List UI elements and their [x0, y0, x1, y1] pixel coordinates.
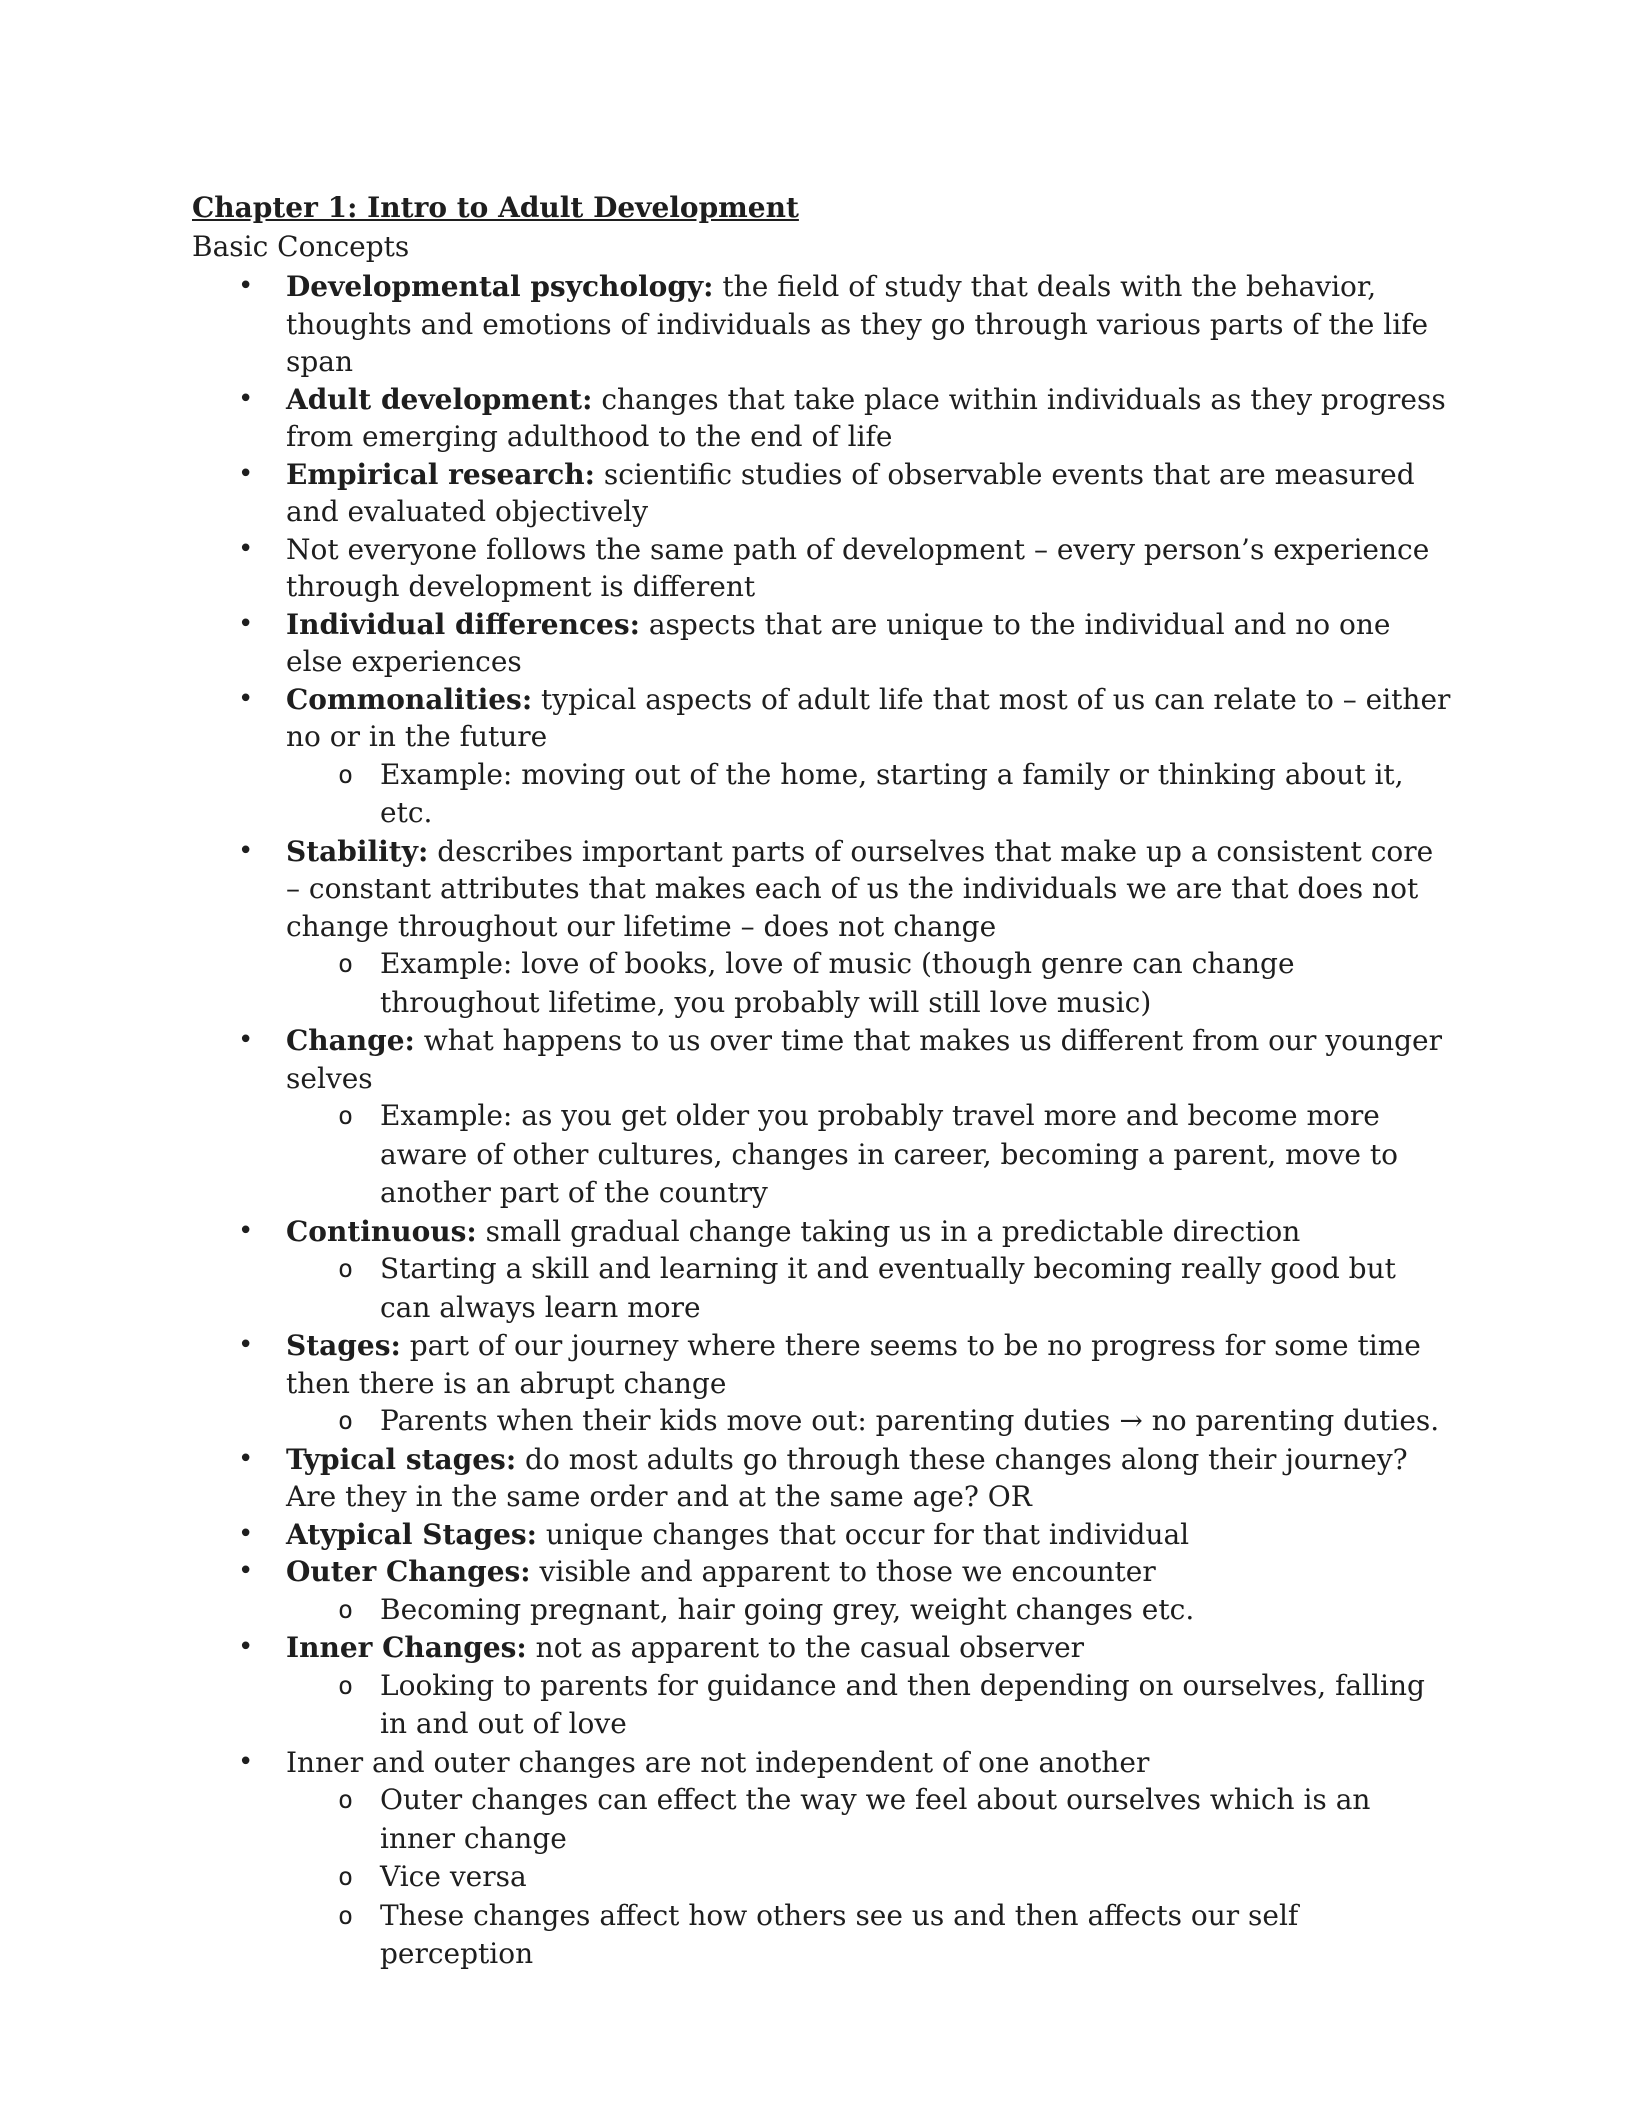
concept-term: Typical stages: — [286, 1442, 517, 1476]
sub-list — [286, 945, 1452, 1022]
bullet-icon: • — [238, 1746, 254, 1777]
bullet-icon: • — [238, 1518, 254, 1549]
bullet-icon: • — [238, 683, 254, 714]
concept-term: Stability: — [286, 834, 429, 868]
bullet-icon: • — [238, 1556, 254, 1586]
concept-definition: Not everyone follows the same path of development – every person’s experience through development is different — [286, 532, 1430, 603]
concept-term: Individual differences: — [286, 607, 640, 641]
concept-item — [192, 833, 1452, 1023]
sub-item-text: Example: as you get older you probably travel more and become more aware of other cultures, changes in career, becoming a parent, move to another part of the country — [380, 1099, 1398, 1209]
bullet-icon: • — [238, 1443, 254, 1474]
sub-item — [284, 1402, 1452, 1441]
concept-definition: Inner and outer changes are not independent of one another — [286, 1745, 1150, 1779]
bullet-icon: • — [238, 835, 254, 866]
sub-list — [286, 1781, 1452, 1974]
concept-term: Stages: — [286, 1329, 401, 1362]
concept-item — [192, 456, 1452, 531]
concept-definition: scientific studies of observable events that are measured and evaluated objectively — [286, 457, 1415, 528]
sub-item — [284, 1667, 1452, 1744]
sub-item-text: These changes affect how others see us and then affects our self perception — [380, 1898, 1299, 1970]
sub-item-text: Becoming pregnant, hair going grey, weight changes etc. — [380, 1592, 1195, 1626]
concept-item — [192, 606, 1452, 681]
chapter-title: Chapter 1: Intro to Adult Development — [192, 191, 799, 224]
sub-item-text: Vice versa — [380, 1860, 527, 1893]
concept-item — [192, 381, 1452, 456]
concept-definition: the field of study that deals with the behavior, thoughts and emotions of individuals as they go through various parts of the life span — [286, 270, 1429, 378]
sub-item — [284, 1097, 1452, 1213]
circle-bullet-icon: o — [338, 1785, 354, 1814]
sub-list — [286, 1667, 1452, 1744]
concept-term: Outer Changes: — [286, 1555, 531, 1588]
bullet-icon: • — [238, 1215, 254, 1246]
concept-item — [192, 1327, 1452, 1441]
concept-list — [192, 268, 1452, 1974]
concept-definition: small gradual change taking us in a predictable direction — [476, 1214, 1301, 1248]
bullet-icon: • — [238, 1025, 254, 1055]
sub-list — [286, 1097, 1452, 1213]
circle-bullet-icon: o — [338, 1862, 354, 1891]
concept-item — [192, 1441, 1452, 1516]
sub-item-text: Parents when their kids move out: parenting duties → no parenting duties. — [380, 1404, 1440, 1437]
circle-bullet-icon: o — [338, 1101, 354, 1130]
sub-item — [284, 1781, 1452, 1858]
concept-term: Adult development: — [286, 382, 593, 416]
bullet-icon: • — [238, 458, 254, 489]
concept-term: Continuous: — [286, 1214, 477, 1248]
concept-definition: unique changes that occur for that individual — [537, 1517, 1190, 1551]
sub-item — [284, 756, 1452, 833]
concept-term: Atypical Stages: — [286, 1517, 538, 1551]
sub-item-text: Example: love of books, love of music (though genre can change throughout lifetime, you probably will still love music) — [380, 947, 1295, 1019]
sub-list — [286, 1250, 1452, 1327]
concept-item — [192, 268, 1452, 381]
sub-item — [284, 1897, 1452, 1974]
concept-term: Inner Changes: — [286, 1631, 527, 1664]
sub-item-text: Looking to parents for guidance and then depending on ourselves, falling in and out of love — [380, 1668, 1425, 1740]
bullet-icon: • — [238, 533, 254, 564]
bullet-icon: • — [238, 1330, 254, 1360]
sub-item — [284, 1858, 1452, 1897]
bullet-icon: • — [238, 1632, 254, 1662]
concept-term: Change: — [286, 1024, 415, 1057]
sub-item — [284, 1591, 1452, 1630]
sub-list — [286, 1591, 1452, 1630]
circle-bullet-icon: o — [338, 1594, 354, 1624]
concept-definition: aspects that are unique to the individual and no one else experiences — [286, 607, 1391, 678]
section-label: Basic Concepts — [192, 230, 410, 263]
bullet-icon: • — [238, 608, 254, 639]
concept-item — [192, 681, 1452, 833]
concept-definition: do most adults go through these changes along their journey? Are they in the same order and at the same age? OR — [286, 1442, 1408, 1513]
concept-term: Empirical research: — [286, 457, 595, 491]
sub-item-text: Starting a skill and learning it and eventually becoming really good but can always learn more — [380, 1252, 1396, 1324]
sub-item — [284, 945, 1452, 1022]
sub-list — [286, 756, 1452, 833]
sub-item — [284, 1250, 1452, 1327]
circle-bullet-icon: o — [338, 1406, 354, 1435]
concept-definition: describes important parts of ourselves that make up a consistent core – constant attributes that makes each of us the individuals we are that does not change throughout our lifetime – does not change — [286, 834, 1434, 943]
concept-item — [192, 1213, 1452, 1328]
document-page — [192, 188, 1452, 1974]
concept-definition: visible and apparent to those we encounter — [530, 1555, 1156, 1588]
circle-bullet-icon: o — [338, 1670, 354, 1700]
circle-bullet-icon: o — [338, 949, 354, 978]
concept-item — [192, 1629, 1452, 1744]
sub-list — [286, 1402, 1452, 1441]
sub-item-text: Outer changes can effect the way we feel about ourselves which is an inner change — [380, 1783, 1371, 1855]
concept-item — [192, 1516, 1452, 1554]
sub-item-text: Example: moving out of the home, starting a family or thinking about it, etc. — [380, 757, 1404, 829]
concept-term: Developmental psychology: — [286, 270, 714, 303]
concept-item — [192, 1744, 1452, 1974]
bullet-icon: • — [238, 383, 254, 414]
concept-item — [192, 531, 1452, 606]
concept-definition: what happens to us over time that makes us different from our younger selves — [286, 1024, 1442, 1095]
concept-definition: changes that take place within individuals as they progress from emerging adulthood to the end of life — [286, 382, 1446, 453]
concept-item — [192, 1553, 1452, 1629]
concept-term: Commonalities: — [286, 682, 533, 716]
concept-item — [192, 1022, 1452, 1213]
concept-definition: not as apparent to the casual observer — [526, 1631, 1085, 1664]
circle-bullet-icon: o — [338, 1254, 354, 1283]
circle-bullet-icon: o — [338, 759, 354, 789]
bullet-icon: • — [238, 271, 254, 301]
concept-definition: part of our journey where there seems to be no progress for some time then there is an abrupt change — [286, 1329, 1421, 1400]
circle-bullet-icon: o — [338, 1900, 354, 1930]
concept-definition: typical aspects of adult life that most of us can relate to – either no or in the future — [286, 682, 1451, 753]
